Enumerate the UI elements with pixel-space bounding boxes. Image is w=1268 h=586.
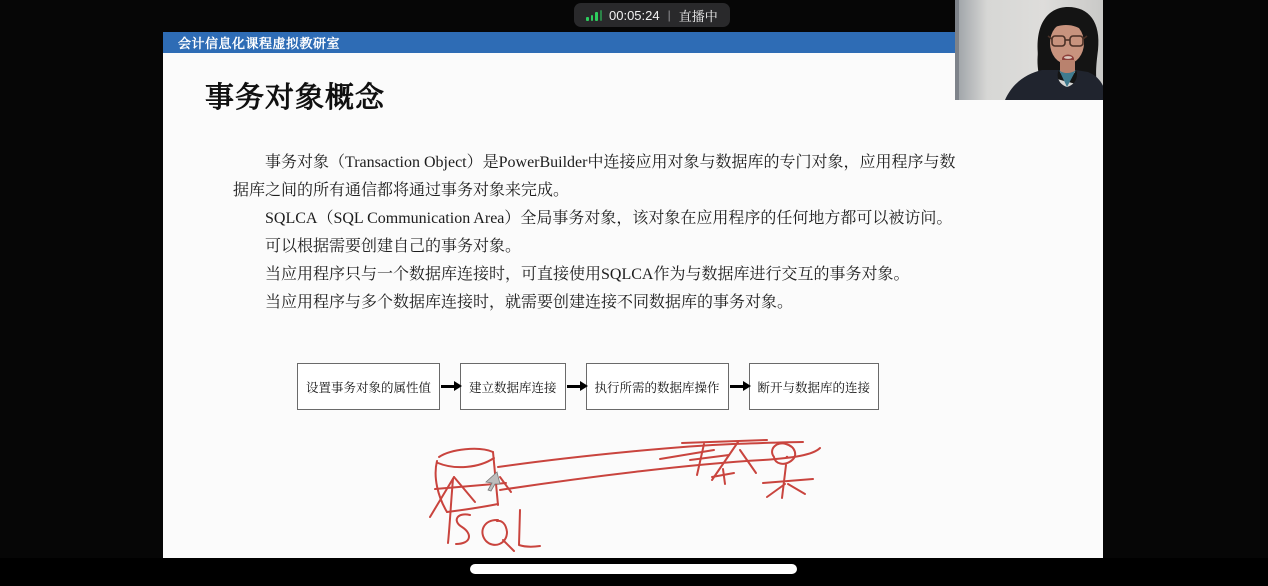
slide-body-line: 据库之间的所有通信都将通过事务对象来完成。 <box>233 182 570 199</box>
flow-arrow-icon <box>567 385 585 388</box>
elapsed-time: 00:05:24 <box>609 7 660 23</box>
webcam-video <box>955 0 1103 100</box>
slide-body-line: 可以根据需要创建自己的事务对象。 <box>265 238 522 255</box>
flow-diagram <box>297 363 879 410</box>
bottom-bar <box>0 558 1268 586</box>
slide-body-line: 事务对象（Transaction Object）是PowerBuilder中连接应用对象与数据库的专门对象，应用程序与数 <box>265 154 956 171</box>
flow-arrow-icon <box>441 385 459 388</box>
slide-title: 事务对象概念 <box>205 82 386 114</box>
flow-arrow-icon <box>730 385 748 388</box>
presentation-slide <box>163 53 1103 558</box>
status-divider: | <box>667 8 671 22</box>
live-status-pill[interactable] <box>574 3 730 27</box>
presenter-webcam[interactable] <box>955 0 1103 100</box>
home-indicator[interactable] <box>470 564 797 574</box>
slide-body-line: 当应用程序与多个数据库连接时，就需要创建连接不同数据库的事务对象。 <box>265 294 794 311</box>
flow-step-box: 执行所需的数据库操作 <box>586 363 729 410</box>
mouse-cursor-icon <box>486 472 500 491</box>
flow-step-box: 建立数据库连接 <box>460 363 566 410</box>
slide-body <box>233 149 1053 317</box>
slide-body-line: SQLCA（SQL Communication Area）全局事务对象，该对象在应用程序的任何地方都可以被访问。 <box>265 210 953 227</box>
slide-body-line: 当应用程序只与一个数据库连接时，可直接使用SQLCA作为与数据库进行交互的事务对象。 <box>265 266 910 283</box>
signal-strength-icon <box>586 10 602 21</box>
flow-step-box: 设置事务对象的属性值 <box>297 363 440 410</box>
live-label: 直播中 <box>678 8 718 24</box>
screen-share-area <box>163 32 1103 558</box>
flow-step-box: 断开与数据库的连接 <box>749 363 880 410</box>
share-header-title: 会计信息化课程虚拟教研室 <box>178 36 341 51</box>
